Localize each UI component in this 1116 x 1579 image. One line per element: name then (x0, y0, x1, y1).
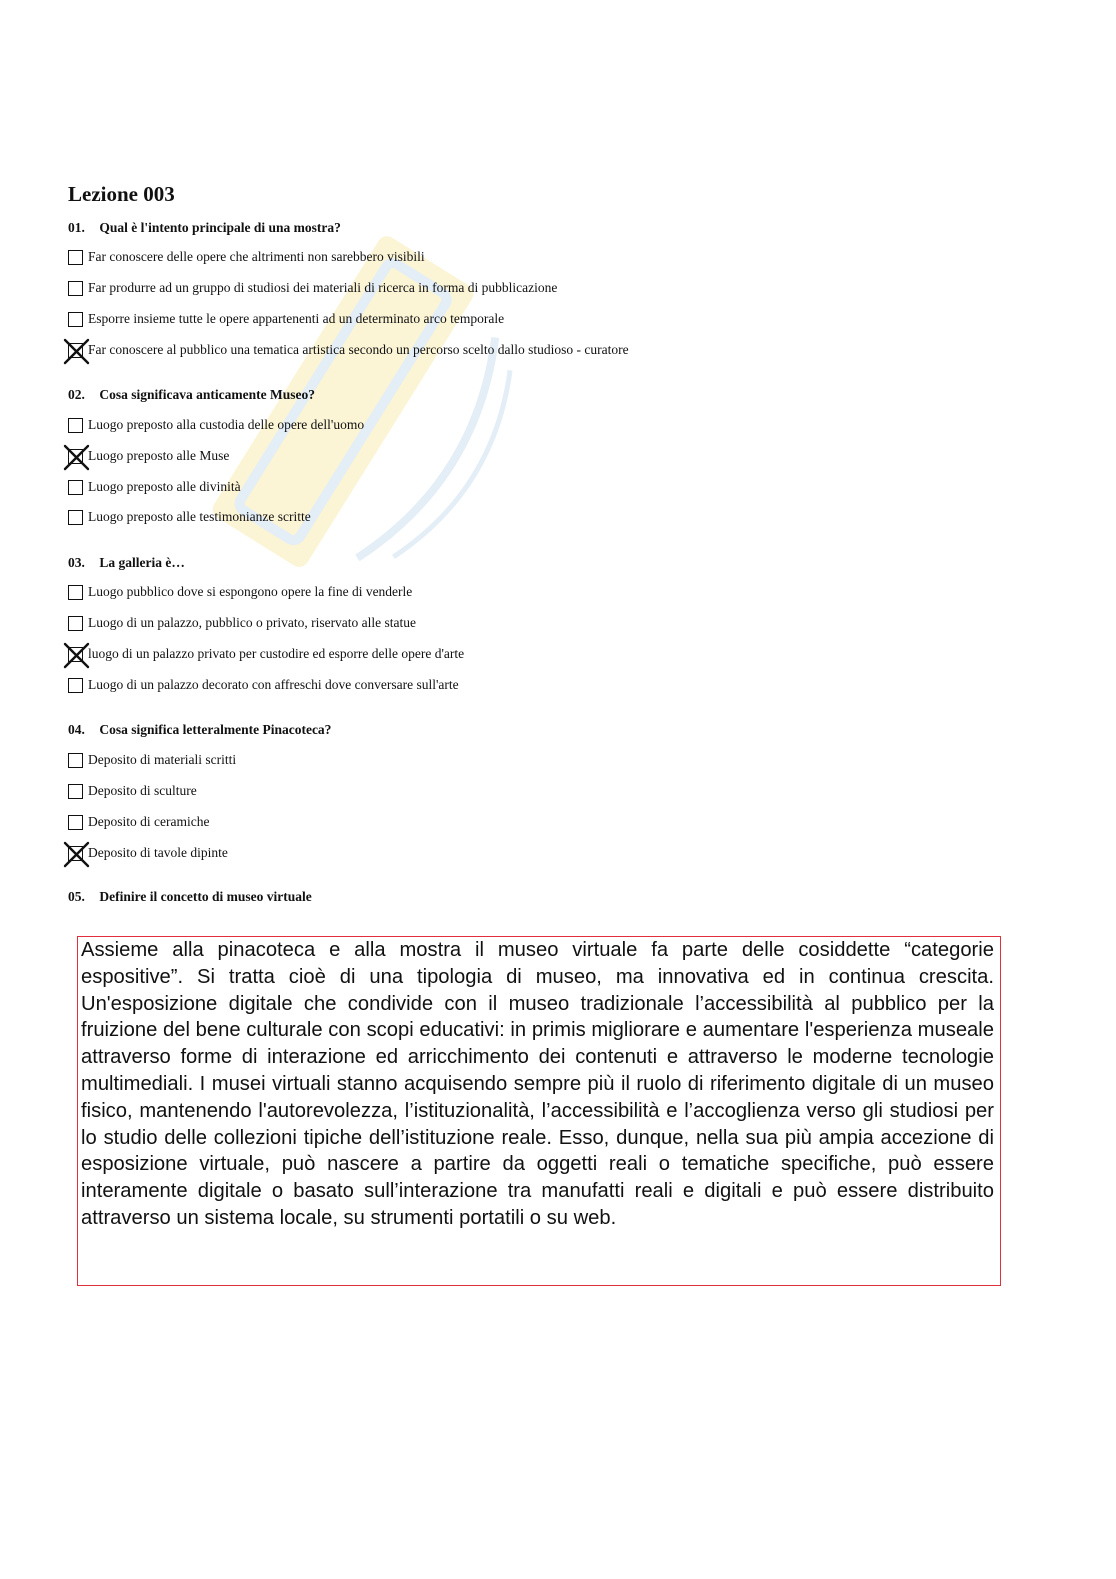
checkbox[interactable] (68, 784, 83, 799)
option-label: Far conoscere delle opere che altrimenti non sarebbero visibili (88, 249, 425, 264)
checkbox[interactable] (68, 510, 83, 525)
checkbox[interactable] (68, 418, 83, 433)
lesson-title: Lezione 003 (68, 182, 175, 206)
question-number: 03. (68, 555, 85, 570)
option-03-c[interactable] (68, 644, 464, 664)
option-label: Luogo preposto alle testimonianze scritte (88, 509, 311, 524)
option-03-d[interactable] (68, 675, 459, 695)
option-label: Far conoscere al pubblico una tematica artistica secondo un percorso scelto dallo studioso - curatore (88, 342, 629, 357)
option-label: Deposito di ceramiche (88, 814, 210, 829)
cross-mark-icon (63, 642, 90, 669)
option-label: Deposito di materiali scritti (88, 752, 237, 767)
checkbox[interactable] (68, 480, 83, 495)
option-label: Deposito di tavole dipinte (88, 845, 228, 860)
checkbox[interactable] (68, 585, 83, 600)
checkbox[interactable] (68, 312, 83, 327)
question-text: Qual è l'intento principale di una mostra? (99, 220, 341, 235)
checkbox[interactable] (68, 753, 83, 768)
question-number: 02. (68, 387, 85, 402)
question-01 (68, 220, 341, 236)
checkbox[interactable] (68, 678, 83, 693)
question-number: 05. (68, 889, 85, 904)
option-02-a[interactable] (68, 415, 364, 435)
option-label: Esporre insieme tutte le opere appartenenti ad un determinato arco temporale (88, 311, 505, 326)
question-text: La galleria è… (99, 555, 185, 570)
option-02-b[interactable] (68, 446, 229, 466)
option-04-b[interactable] (68, 781, 197, 801)
checkbox[interactable] (68, 449, 83, 464)
answer-text: Assieme alla pinacoteca e alla mostra il museo virtuale fa parte delle cosiddette “categorie espositive”. Si tratta cioè di una tipologia di museo, ma innovativa ed in continua crescita. Un'esposizione digitale che condivide con il museo tradizionale l’accessibilità al pubblico per la fruizione del bene culturale con scopi educativi: in primis migliorare e aumentare l'esperienza museale attraverso forme di interazione ed arricchimento dei contenuti e attraverso le moderne tecnologie multimediali. I musei virtuali stanno acquisendo sempre più il ruolo di riferimento digitale di un museo fisico, mantenendo l'autorevolezza, l’istituzionalità, l’accessibilità e l’accoglienza verso gli studiosi per lo studio delle collezioni tipiche dell’istituzione reale. Esso, dunque, nella sua più ampia accezione di esposizione virtuale, può nascere a partire da oggetti reali o tematiche specifiche, può essere interamente digitale o basato sull’interazione tra manufatti reali e digitali e può essere distribuito attraverso un sistema locale, su strumenti portatili o su web. (81, 939, 994, 1229)
question-text: Definire il concetto di museo virtuale (99, 889, 312, 904)
option-04-a[interactable] (68, 750, 236, 770)
checkbox[interactable] (68, 343, 83, 358)
checkbox[interactable] (68, 250, 83, 265)
question-04 (68, 722, 331, 738)
checkbox[interactable] (68, 815, 83, 830)
option-04-c[interactable] (68, 812, 209, 832)
checkbox[interactable] (68, 616, 83, 631)
question-number: 04. (68, 722, 85, 737)
option-03-b[interactable] (68, 613, 416, 633)
option-label: Luogo di un palazzo decorato con affreschi dove conversare sull'arte (88, 677, 459, 692)
option-04-d[interactable] (68, 843, 228, 863)
option-label: Luogo preposto alle Muse (88, 448, 230, 463)
option-01-a[interactable] (68, 247, 425, 267)
checkbox[interactable] (68, 846, 83, 861)
option-01-d[interactable] (68, 340, 629, 360)
question-text: Cosa significa letteralmente Pinacoteca? (99, 722, 332, 737)
question-number: 01. (68, 220, 85, 235)
answer-box[interactable] (77, 936, 1001, 1286)
option-label: Luogo preposto alle divinità (88, 479, 241, 494)
option-label: Deposito di sculture (88, 783, 197, 798)
question-03 (68, 555, 185, 571)
option-label: Far produrre ad un gruppo di studiosi dei materiali di ricerca in forma di pubblicazione (88, 280, 558, 295)
option-label: Luogo pubblico dove si espongono opere la fine di venderle (88, 584, 413, 599)
option-label: luogo di un palazzo privato per custodire ed esporre delle opere d'arte (88, 646, 465, 661)
option-03-a[interactable] (68, 582, 412, 602)
question-text: Cosa significava anticamente Museo? (99, 387, 315, 402)
option-01-c[interactable] (68, 309, 504, 329)
option-02-c[interactable] (68, 477, 241, 497)
checkbox[interactable] (68, 647, 83, 662)
option-label: Luogo di un palazzo, pubblico o privato, riservato alle statue (88, 615, 417, 630)
option-02-d[interactable] (68, 507, 311, 527)
cross-mark-icon (63, 338, 90, 365)
question-02 (68, 387, 315, 403)
checkbox[interactable] (68, 281, 83, 296)
cross-mark-icon (63, 841, 90, 868)
option-01-b[interactable] (68, 278, 557, 298)
option-label: Luogo preposto alla custodia delle opere dell'uomo (88, 417, 365, 432)
question-05 (68, 889, 312, 905)
cross-mark-icon (63, 444, 90, 471)
